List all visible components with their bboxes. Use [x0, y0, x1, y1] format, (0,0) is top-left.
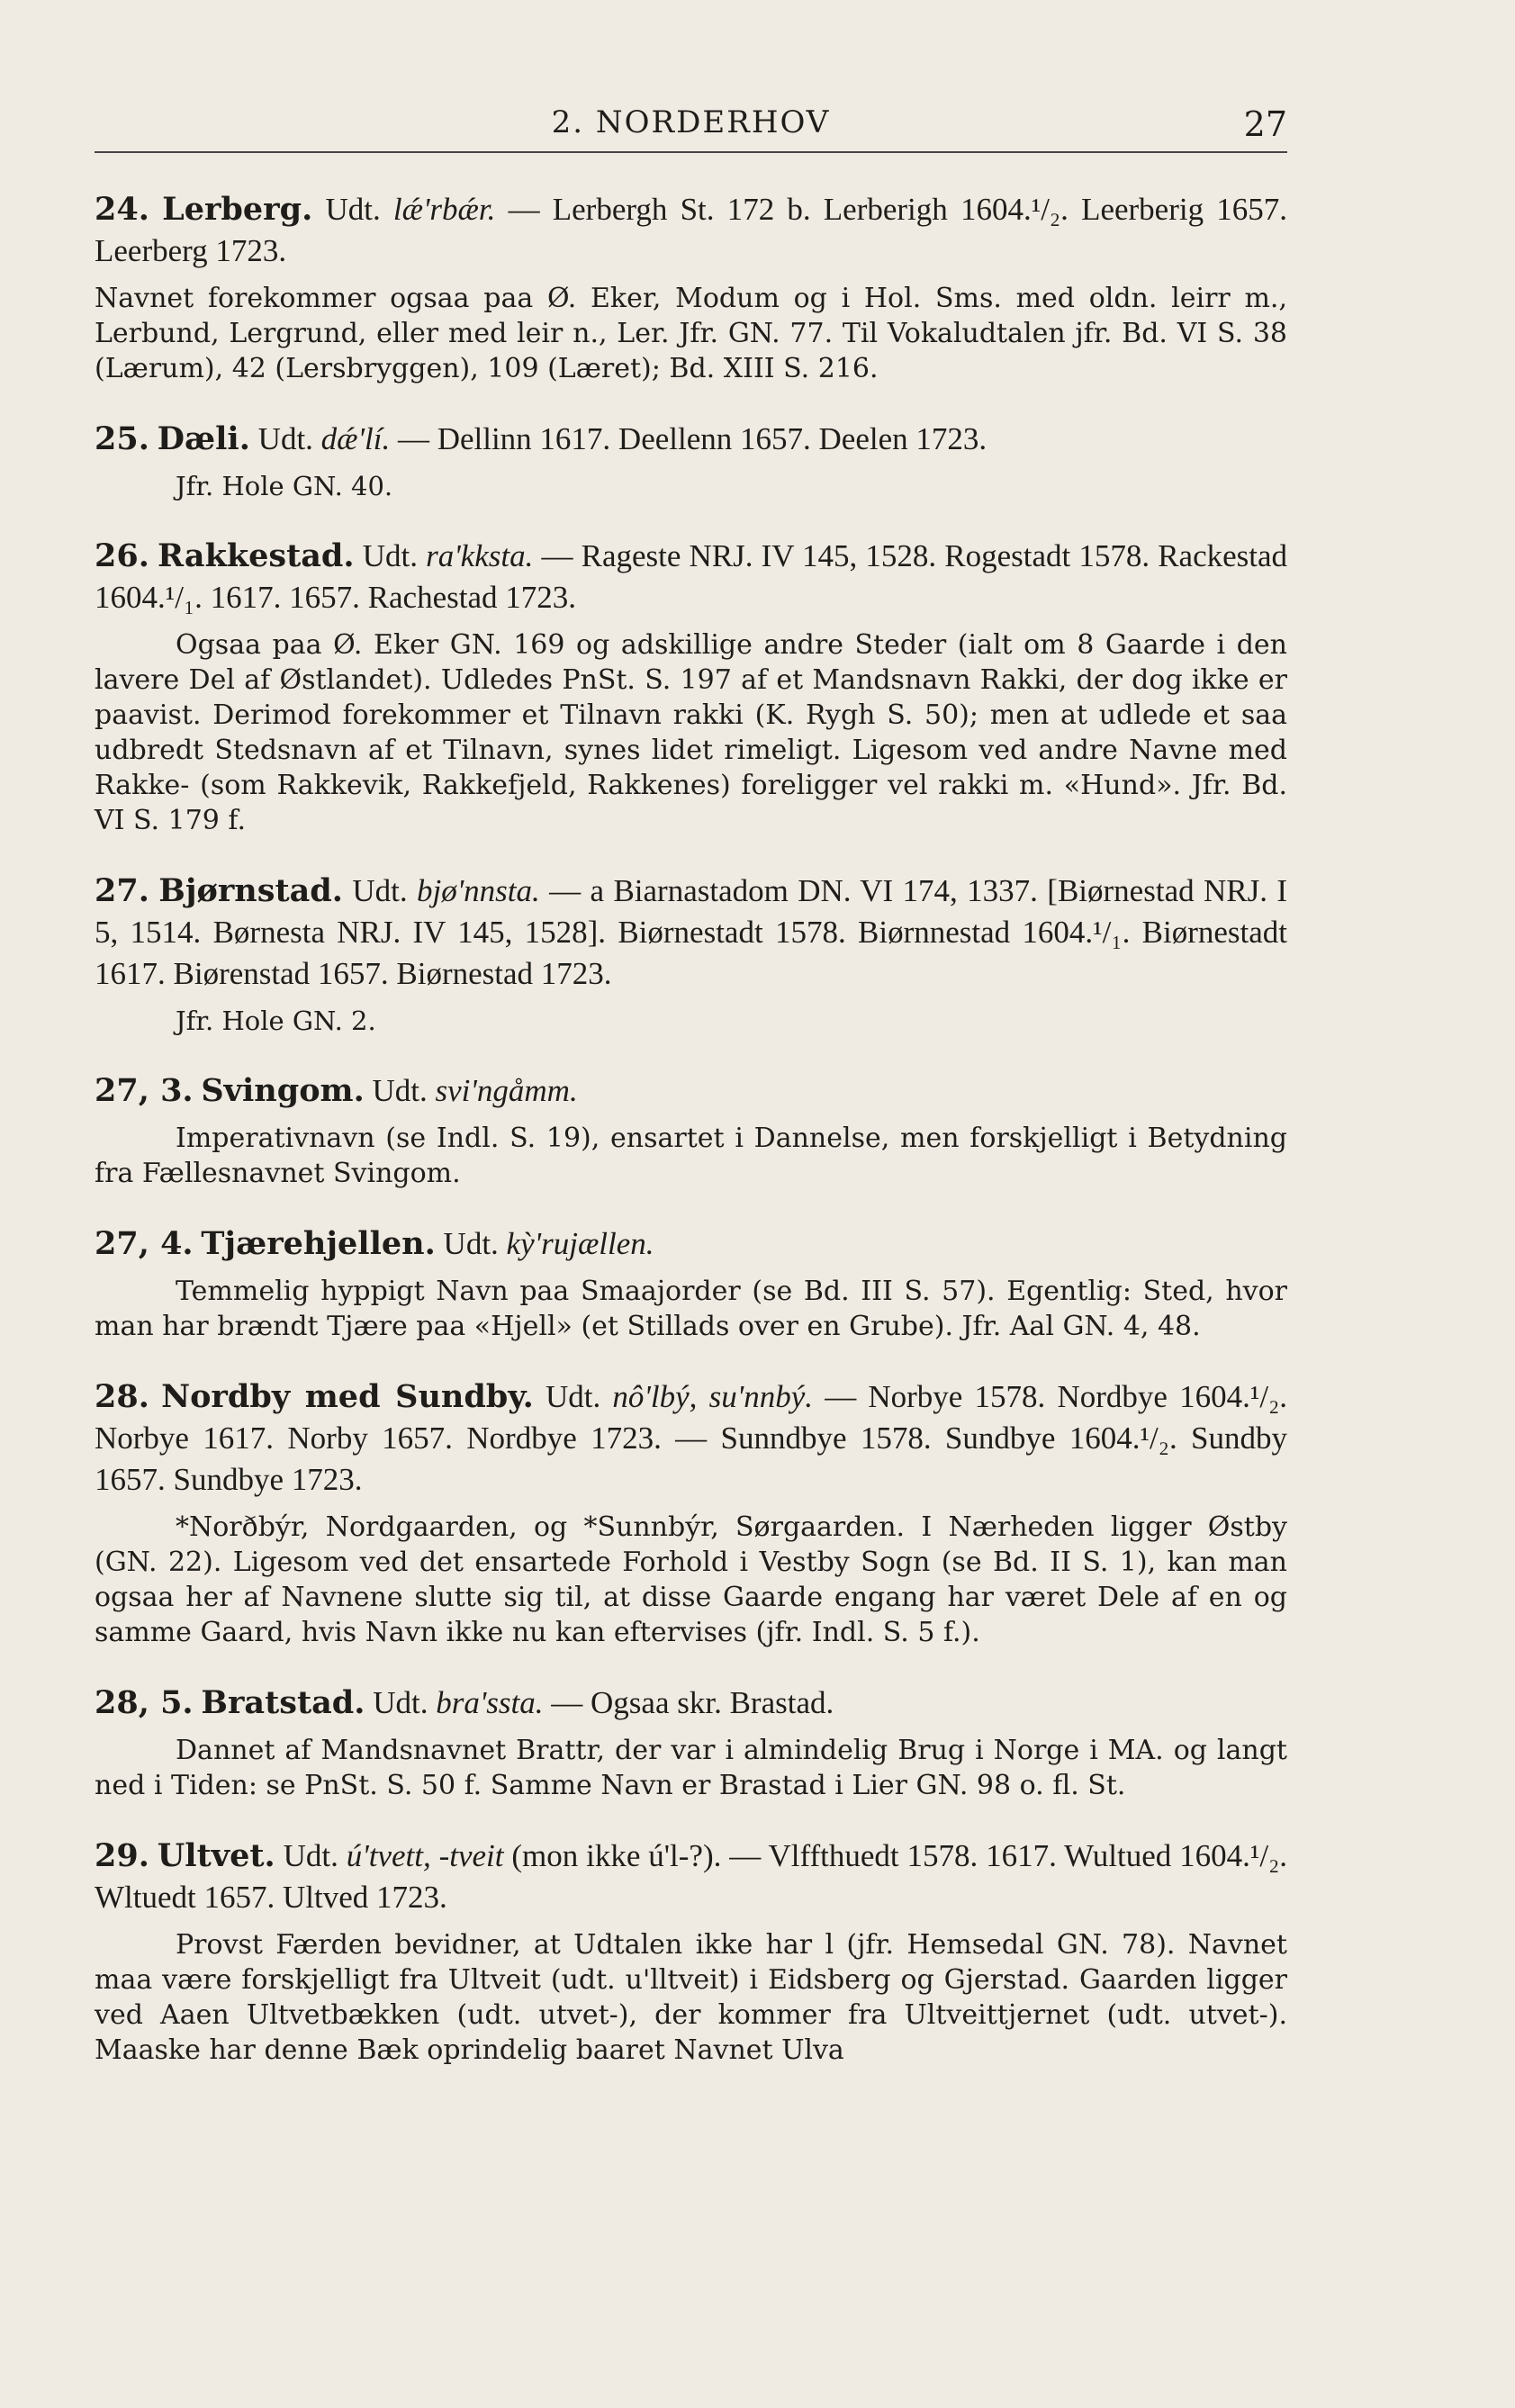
udt-label: Udt. [443, 1226, 499, 1261]
farm-name: Svingom. [201, 1072, 365, 1109]
pronunciation: kỳ'rujællen. [506, 1226, 654, 1261]
entry-27 [95, 870, 1287, 1038]
entry-number: 24. [95, 191, 149, 228]
entry-heading [95, 189, 1287, 272]
entry-number: 25. [95, 420, 149, 457]
entry-27-4 [95, 1223, 1287, 1344]
historic-forms: — Norbye 1578. Nordbye 1604.¹/₂. Norbye 1617. Norby 1657. Nordbye 1723. — Sunndbye 1578. Sundbye 1604.¹/₂. Sundby 1657. Sundbye 1723. [95, 1379, 1288, 1497]
entry-note: Temmelig hyppigt Navn paa Smaajorder (se Bd. III S. 57). Egentlig: Sted, hvor man har brændt Tjære paa «Hjell» (et Stillads over en Grube). Jfr. Aal GN. 4, 48. [95, 1276, 1287, 1342]
farm-name: Nordby med Sundby. [161, 1378, 534, 1415]
entry-note: Imperativnavn (se Indl. S. 19), ensartet i Dannelse, men forskjelligt i Betydning fra Fællesnavnet Svingom. [95, 1123, 1287, 1189]
farm-name: Bjørnstad. [158, 872, 343, 909]
pronunciation: bra'ssta. [436, 1685, 544, 1720]
page-header [95, 97, 1287, 153]
entry-28-5 [95, 1682, 1287, 1803]
pronunciation: bjø'nnsta. [416, 873, 540, 908]
entry-note: *Norðbýr, Nordgaarden, og *Sunnbýr, Sørgaarden. I Nærheden ligger Østby (GN. 22). Ligesom ved det ensartede Forhold i Vestby Sogn (se Bd. II S. 1), kan man ogsaa her af Navnene slutte sig til, at disse Gaarde engang har været Dele af en og samme Gaard, hvis Navn ikke nu kan eftervises (jfr. Indl. S. 5 f.). [95, 1511, 1287, 1648]
historic-forms: — a Biarnastadom DN. VI 174, 1337. [Biørnestad NRJ. I 5, 1514. Børnesta NRJ. IV 145, 1528]. Biørnestadt 1578. Biørnnestad 1604.¹/₁. Biørnestadt 1617. Biørenstad 1657. Biørnestad 1723. [95, 873, 1287, 991]
entry-number: 27, 4. [95, 1225, 194, 1262]
pronunciation: ú'tvett, -tveit [346, 1838, 504, 1873]
udt-label: Udt. [325, 192, 381, 227]
entry-heading [95, 1376, 1287, 1501]
page-number: 27 [1243, 104, 1287, 144]
entry-25 [95, 419, 1287, 503]
entry-28 [95, 1376, 1287, 1650]
entry-note: Ogsaa paa Ø. Eker GN. 169 og adskillige andre Steder (ialt om 8 Gaarde i den lavere Del af Østlandet). Udledes PnSt. S. 197 af et Mandsnavn Rakki, der dog ikke er paavist. Derimod forekommer et Tilnavn rakki (K. Rygh S. 50); men at udlede et saa udbredt Stedsnavn af et Tilnavn, synes lidet rimeligt. Ligesom ved andre Navne med Rakke- (som Rakkevik, Rakkefjeld, Rakkenes) foreligger vel rakki m. «Hund». Jfr. Bd. VI S. 179 f. [95, 629, 1287, 836]
entry-24 [95, 189, 1287, 386]
entry-29 [95, 1835, 1287, 2068]
historic-forms: — Ogsaa skr. Brastad. [551, 1685, 834, 1720]
historic-forms: — Rageste NRJ. IV 145, 1528. Rogestadt 1578. Rackestad 1604.¹/₁. 1617. 1657. Rachestad 1723. [95, 538, 1288, 615]
udt-label: Udt. [373, 1685, 428, 1720]
page-body [95, 189, 1287, 2100]
farm-name: Rakkestad. [158, 537, 355, 574]
udt-label: Udt. [545, 1379, 601, 1414]
entry-note: Jfr. Hole GN. 2. [176, 1006, 376, 1036]
udt-label: Udt. [257, 421, 313, 456]
udt-label: Udt. [362, 538, 418, 573]
entry-heading [95, 1070, 1287, 1112]
pronunciation: svi'ngåmm. [435, 1073, 578, 1108]
farm-name: Ultvet. [157, 1837, 275, 1874]
pronunciation: nô'lbý, su'nnbý. [612, 1379, 813, 1414]
entry-number: 27, 3. [95, 1072, 194, 1109]
historic-forms: — Lerbergh St. 172 b. Lerberigh 1604.¹/₂. Leerberig 1657. Leerberg 1723. [95, 192, 1288, 268]
farm-name: Lerberg. [162, 191, 313, 228]
historic-forms: — Dellinn 1617. Deellenn 1657. Deelen 1723. [397, 421, 987, 456]
farm-name: Dæli. [157, 420, 250, 457]
pronunciation: lǽ'rbǽr. [392, 192, 496, 227]
running-title: 2. NORDERHOV [551, 104, 831, 140]
entry-number: 28. [95, 1378, 149, 1415]
entry-number: 28, 5. [95, 1684, 194, 1721]
entry-heading [95, 419, 1287, 460]
pronunciation: dǽ'lí. [320, 421, 391, 456]
udt-label: Udt. [372, 1073, 428, 1108]
udt-label: Udt. [283, 1838, 338, 1873]
udt-label: Udt. [352, 873, 408, 908]
entry-heading [95, 870, 1287, 995]
entry-27-3 [95, 1070, 1287, 1191]
entry-number: 29. [95, 1837, 149, 1874]
entry-heading [95, 536, 1287, 618]
entry-number: 27. [95, 872, 149, 909]
farm-name: Bratstad. [201, 1684, 365, 1721]
entry-note: Dannet af Mandsnavnet Brattr, der var i almindelig Brug i Norge i MA. og langt ned i Tiden: se PnSt. S. 50 f. Samme Navn er Brastad i Lier GN. 98 o. fl. St. [95, 1735, 1287, 1801]
entry-note: Jfr. Hole GN. 40. [176, 471, 393, 501]
entry-number: 26. [95, 537, 149, 574]
entry-heading [95, 1835, 1287, 1918]
historic-forms: (mon ikke ú'l-?). — Vlffthuedt 1578. 1617. Wultued 1604.¹/₂. Wltuedt 1657. Ultved 1723. [95, 1838, 1288, 1915]
entry-26 [95, 536, 1287, 838]
entry-heading [95, 1223, 1287, 1265]
pronunciation: ra'kksta. [426, 538, 534, 573]
entry-heading [95, 1682, 1287, 1724]
entry-note: Navnet forekommer ogsaa paa Ø. Eker, Modum og i Hol. Sms. med oldn. leirr m., Lerbund, Lergrund, eller med leir n., Ler. Jfr. GN. 77. Til Vokaludtalen jfr. Bd. VI S. 38 (Lærum), 42 (Lersbryggen), 109 (Læret); Bd. XIII S. 216. [95, 283, 1287, 384]
farm-name: Tjærehjellen. [201, 1225, 436, 1262]
entry-note: Provst Færden bevidner, at Udtalen ikke har l (jfr. Hemsedal GN. 78). Navnet maa være forskjelligt fra Ultveit (udt. u'lltveit) i Eidsberg og Gjerstad. Gaarden ligger ved Aaen Ultvetbækken (udt. utvet-), der kommer fra Ultveittjernet (udt. utvet-). Maaske har denne Bæk oprindelig baaret Navnet Ulva [95, 1929, 1287, 2066]
